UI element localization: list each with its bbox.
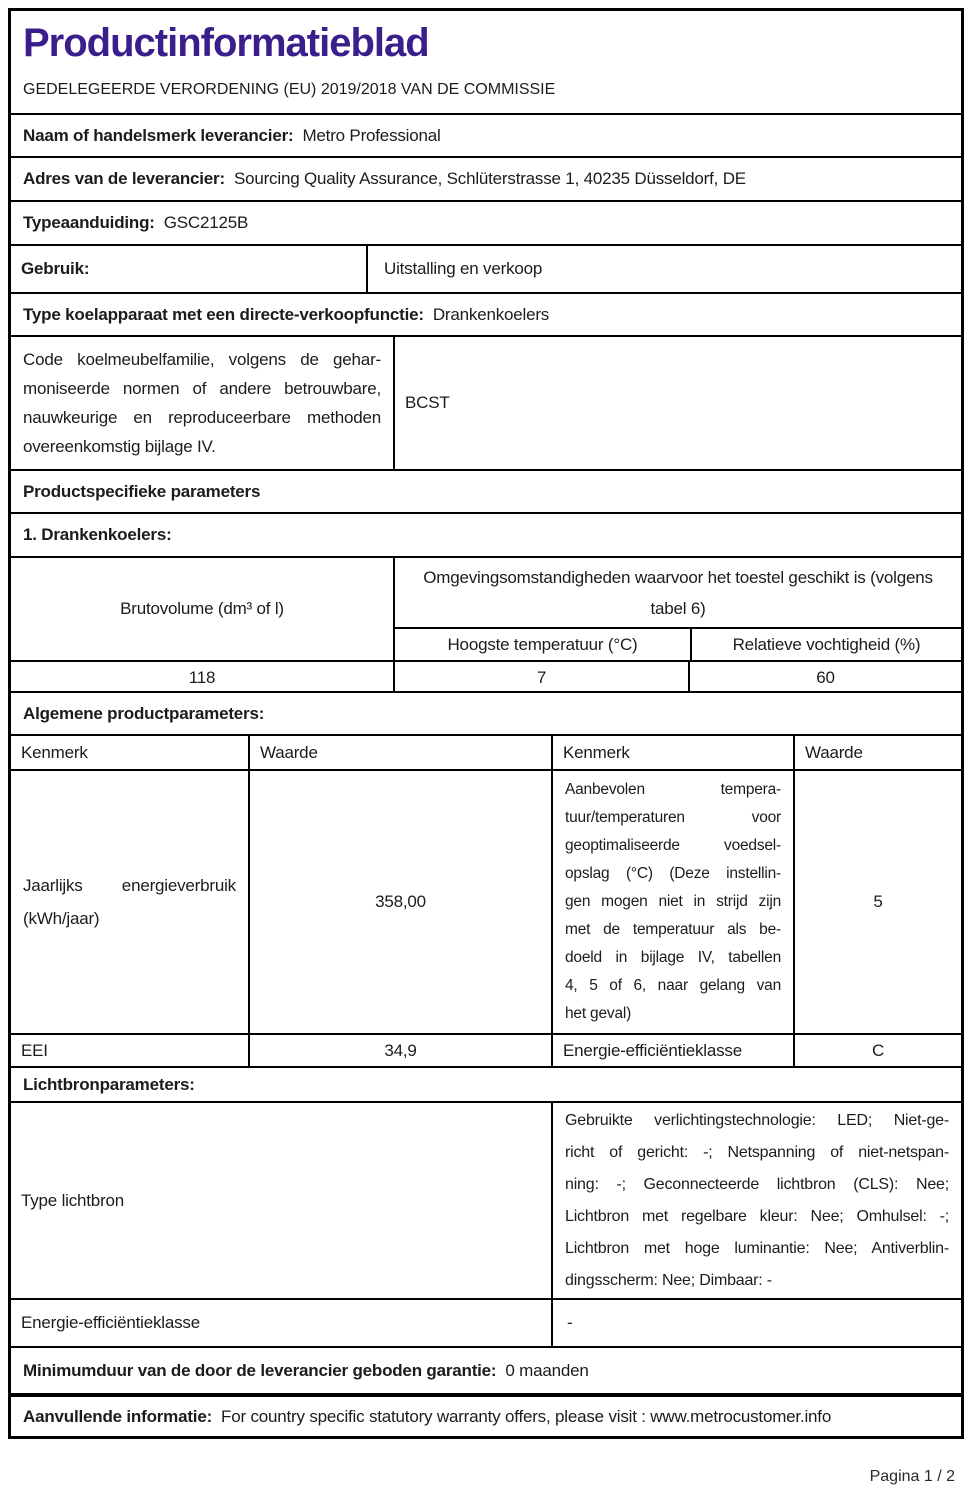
max-temp-label: Hoogste temperatuur (°C) — [447, 634, 638, 654]
warranty-duration-label: Minimumduur van de door de leverancier geboden garantie: — [23, 1360, 497, 1380]
use-label-cell — [11, 246, 366, 292]
general-table-header-row — [11, 734, 961, 769]
annual-energy-value: 358,00 — [375, 892, 426, 911]
gross-volume-value: 118 — [188, 667, 216, 687]
ambient-conditions-header: Omgevingsomstandigheden waarvoor het toestel geschikt is (volgens tabel 6) — [423, 567, 933, 618]
appliance-type-value: Drankenkoelers — [432, 304, 550, 324]
col-header-kenmerk-2: Kenmerk — [551, 736, 793, 769]
light-source-details-cell: Gebruikte verlichtingstechnologie: LED; Niet-ge- richt of gericht: -; Netspanning of niet-netspan- ning: -; Geconnecteerde lichtbron (CLS): Nee; Lichtbron met regelbare kleur: Nee; Omhulsel: -; Lichtbron met hoge luminantie: Nee; Antiverblin- dingsscherm: Nee; Dimbaar: - — [551, 1103, 961, 1298]
model-identifier-label: Typeaanduiding: — [23, 213, 155, 232]
recommended-temp-value-cell — [793, 771, 961, 1033]
use-label: Gebruik: — [21, 259, 90, 278]
section-product-specific: Productspecifieke parameters — [11, 469, 961, 512]
light-source-type-label-cell — [11, 1103, 551, 1298]
recommended-temp-value: 5 — [873, 892, 883, 911]
annual-energy-value-cell — [248, 771, 551, 1033]
product-information-sheet — [8, 8, 964, 1439]
supplier-address-label: Adres van de leverancier: — [23, 169, 225, 188]
supplier-name-label: Naam of handelsmerk leverancier: — [23, 125, 294, 145]
supplier-address-value: Sourcing Quality Assurance, Schlüterstrasse 1, 40235 Düsseldorf, DE — [233, 169, 746, 188]
section-light-source-params: Lichtbronparameters: — [11, 1066, 961, 1101]
title-row — [11, 11, 961, 113]
additional-info-row — [11, 1393, 961, 1436]
warranty-duration-value: 0 maanden — [505, 1360, 589, 1380]
energy-consumption-row — [11, 769, 961, 1033]
model-identifier-row — [11, 200, 961, 244]
additional-info-label: Aanvullende informatie: — [23, 1406, 213, 1426]
additional-info-value: For country specific statutory warranty offers, please visit : www.metrocustomer.info — [221, 1406, 832, 1426]
light-source-type-label: Type lichtbron — [21, 1190, 125, 1210]
light-source-type-row — [11, 1101, 961, 1298]
page-number: Pagina 1 / 2 — [869, 1468, 955, 1485]
model-identifier-value: GSC2125B — [163, 213, 249, 232]
max-temp-value-cell — [393, 662, 688, 693]
max-temp-header-cell — [395, 629, 690, 660]
supplier-name-row — [11, 113, 961, 156]
appliance-type-label: Type koelapparaat met een directe-verkoopfunctie: — [23, 304, 424, 324]
supplier-name-value: Metro Professional — [302, 125, 441, 145]
light-source-energy-class-value-cell: - — [551, 1300, 961, 1346]
col-header-waarde-1: Waarde — [248, 736, 551, 769]
recommended-temp-label-cell: Aanbevolen tempera- tuur/temperaturen voor geoptimaliseerde voedsel- opslag (°C) (Deze instellin- gen mogen niet in strijd zijn met de temperatuur als be- doeld in bijlage IV, tabellen 4, 5 of 6, naar gelang van het geval) — [551, 771, 793, 1033]
family-code-value-cell — [393, 337, 961, 469]
supplier-address-row — [11, 156, 961, 200]
light-source-energy-class-label-cell: Energie-efficiëntieklasse — [21, 1313, 200, 1332]
light-source-energy-class-row — [11, 1298, 961, 1346]
family-code-label-cell: Code koelmeubelfamilie, volgens de gehar- moniseerde normen of andere betrouwbare, nauwkeurige en reproduceerbare methoden overeenkomstig bijlage IV. — [23, 350, 381, 456]
section-general-params: Algemene productparameters: — [11, 691, 961, 734]
gross-volume-value-cell — [11, 662, 393, 693]
eei-value-cell: 34,9 — [248, 1035, 551, 1066]
eei-row — [11, 1033, 961, 1066]
max-temp-value: 7 — [536, 667, 547, 687]
eei-label-cell: EEI — [21, 1040, 48, 1060]
section-beverage-coolers: 1. Drankenkoelers: — [11, 512, 961, 556]
gross-volume-label: Brutovolume (dm³ of l) — [120, 599, 284, 618]
humidity-value-cell — [688, 662, 961, 693]
volume-conditions-table — [11, 556, 961, 691]
warranty-duration-row — [11, 1346, 961, 1393]
use-row — [11, 244, 961, 292]
family-code-value: BCST — [405, 393, 450, 412]
energy-class-value-cell: C — [793, 1035, 961, 1066]
annual-energy-label-cell: Jaarlijks energieverbruik (kWh/jaar) — [23, 876, 236, 928]
page-title: Productinformatieblad — [23, 21, 429, 65]
family-code-row — [11, 335, 961, 469]
col-header-kenmerk-1: Kenmerk — [21, 742, 88, 762]
gross-volume-label-cell — [11, 558, 393, 660]
use-value: Uitstalling en verkoop — [384, 259, 543, 278]
humidity-value: 60 — [816, 667, 835, 687]
energy-class-label-cell: Energie-efficiëntieklasse — [551, 1035, 793, 1066]
col-header-waarde-2: Waarde — [793, 736, 961, 769]
use-value-cell — [366, 246, 961, 292]
humidity-label: Relatieve vochtigheid (%) — [732, 634, 921, 654]
humidity-header-cell — [690, 629, 961, 660]
regulation-subtitle: GEDELEGEERDE VERORDENING (EU) 2019/2018 VAN DE COMMISSIE — [23, 81, 556, 98]
appliance-type-row — [11, 292, 961, 335]
